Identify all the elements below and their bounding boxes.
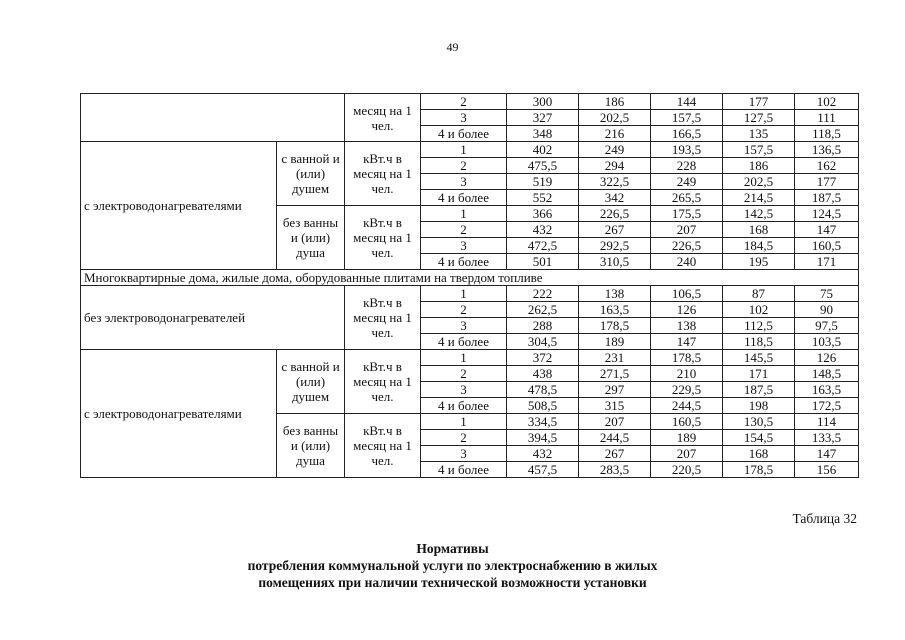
value-cell: 168 (723, 222, 795, 238)
value-cell: 157,5 (651, 110, 723, 126)
rooms-cell: 4 и более (421, 398, 507, 414)
value-cell: 334,5 (507, 414, 579, 430)
value-cell: 552 (507, 190, 579, 206)
value-cell: 114 (795, 414, 859, 430)
value-cell: 265,5 (651, 190, 723, 206)
value-cell: 189 (579, 334, 651, 350)
value-cell: 118,5 (723, 334, 795, 350)
consumption-norms-table (80, 93, 859, 478)
value-cell: 195 (723, 254, 795, 270)
table-number: Таблица 32 (792, 511, 857, 526)
value-cell: 163,5 (795, 382, 859, 398)
category-cell: без электроводонагревателей (81, 286, 345, 350)
value-cell: 508,5 (507, 398, 579, 414)
table-row (81, 286, 859, 302)
value-cell: 162 (795, 158, 859, 174)
value-cell: 457,5 (507, 462, 579, 478)
value-cell: 207 (579, 414, 651, 430)
rooms-cell: 3 (421, 174, 507, 190)
subcategory-cell: без ванны и (или) душа (277, 206, 345, 270)
value-cell: 144 (651, 94, 723, 110)
value-cell: 478,5 (507, 382, 579, 398)
value-cell: 216 (579, 126, 651, 142)
value-cell: 160,5 (795, 238, 859, 254)
value-cell: 156 (795, 462, 859, 478)
norms-title (0, 540, 905, 591)
value-cell: 126 (795, 350, 859, 366)
section-header-row (81, 270, 859, 286)
value-cell: 202,5 (579, 110, 651, 126)
title-line: потребления коммунальной услуги по электроснабжению в жилых (247, 558, 658, 573)
value-cell: 372 (507, 350, 579, 366)
value-cell: 327 (507, 110, 579, 126)
page-number: 49 (446, 40, 459, 54)
value-cell: 171 (723, 366, 795, 382)
rooms-cell: 3 (421, 110, 507, 126)
title-line: помещениях при наличии технической возможности установки (258, 575, 647, 590)
value-cell: 102 (795, 94, 859, 110)
value-cell: 240 (651, 254, 723, 270)
value-cell: 163,5 (579, 302, 651, 318)
value-cell: 178,5 (579, 318, 651, 334)
rooms-cell: 1 (421, 206, 507, 222)
value-cell: 202,5 (723, 174, 795, 190)
rooms-cell: 4 и более (421, 126, 507, 142)
value-cell: 157,5 (723, 142, 795, 158)
value-cell: 166,5 (651, 126, 723, 142)
value-cell: 402 (507, 142, 579, 158)
value-cell: 138 (651, 318, 723, 334)
rooms-cell: 3 (421, 446, 507, 462)
value-cell: 193,5 (651, 142, 723, 158)
table-row (81, 94, 859, 110)
value-cell: 348 (507, 126, 579, 142)
value-cell: 127,5 (723, 110, 795, 126)
rooms-cell: 4 и более (421, 334, 507, 350)
value-cell: 214,5 (723, 190, 795, 206)
value-cell: 111 (795, 110, 859, 126)
value-cell: 145,5 (723, 350, 795, 366)
value-cell: 394,5 (507, 430, 579, 446)
rooms-cell: 2 (421, 302, 507, 318)
value-cell: 184,5 (723, 238, 795, 254)
value-cell: 118,5 (795, 126, 859, 142)
rooms-cell: 2 (421, 222, 507, 238)
value-cell: 186 (579, 94, 651, 110)
value-cell: 171 (795, 254, 859, 270)
rooms-cell: 1 (421, 142, 507, 158)
value-cell: 267 (579, 222, 651, 238)
unit-cell: кВт.ч в месяц на 1 чел. (345, 142, 421, 206)
value-cell: 130,5 (723, 414, 795, 430)
value-cell: 178,5 (723, 462, 795, 478)
value-cell: 133,5 (795, 430, 859, 446)
value-cell: 172,5 (795, 398, 859, 414)
value-cell: 501 (507, 254, 579, 270)
value-cell: 154,5 (723, 430, 795, 446)
value-cell: 432 (507, 222, 579, 238)
value-cell: 148,5 (795, 366, 859, 382)
value-cell: 229,5 (651, 382, 723, 398)
value-cell: 135 (723, 126, 795, 142)
value-cell: 228 (651, 158, 723, 174)
value-cell: 112,5 (723, 318, 795, 334)
value-cell: 186 (723, 158, 795, 174)
category-cell: с электроводонагревателями (81, 350, 277, 478)
value-cell: 198 (723, 398, 795, 414)
value-cell: 177 (795, 174, 859, 190)
value-cell: 226,5 (651, 238, 723, 254)
value-cell: 249 (651, 174, 723, 190)
value-cell: 124,5 (795, 206, 859, 222)
unit-cell: кВт.ч в месяц на 1 чел. (345, 206, 421, 270)
rooms-cell: 4 и более (421, 254, 507, 270)
value-cell: 475,5 (507, 158, 579, 174)
subcategory-cell: с ванной и (или) душем (277, 142, 345, 206)
value-cell: 106,5 (651, 286, 723, 302)
value-cell: 366 (507, 206, 579, 222)
unit-cell: кВт.ч в месяц на 1 чел. (345, 286, 421, 350)
value-cell: 207 (651, 222, 723, 238)
value-cell: 136,5 (795, 142, 859, 158)
value-cell: 226,5 (579, 206, 651, 222)
value-cell: 472,5 (507, 238, 579, 254)
value-cell: 271,5 (579, 366, 651, 382)
table-row (81, 142, 859, 158)
value-cell: 294 (579, 158, 651, 174)
rooms-cell: 4 и более (421, 190, 507, 206)
rooms-cell: 3 (421, 318, 507, 334)
value-cell: 244,5 (579, 430, 651, 446)
rooms-cell: 2 (421, 158, 507, 174)
unit-cell: месяц на 1 чел. (345, 94, 421, 142)
table-row (81, 350, 859, 366)
rooms-cell: 3 (421, 238, 507, 254)
value-cell: 231 (579, 350, 651, 366)
value-cell: 249 (579, 142, 651, 158)
value-cell: 75 (795, 286, 859, 302)
value-cell: 177 (723, 94, 795, 110)
value-cell: 187,5 (795, 190, 859, 206)
value-cell: 210 (651, 366, 723, 382)
value-cell: 168 (723, 446, 795, 462)
value-cell: 244,5 (651, 398, 723, 414)
value-cell: 432 (507, 446, 579, 462)
value-cell: 147 (795, 222, 859, 238)
value-cell: 102 (723, 302, 795, 318)
value-cell: 310,5 (579, 254, 651, 270)
value-cell: 142,5 (723, 206, 795, 222)
rooms-cell: 2 (421, 430, 507, 446)
value-cell: 147 (795, 446, 859, 462)
value-cell: 126 (651, 302, 723, 318)
rooms-cell: 1 (421, 286, 507, 302)
title-line: Нормативы (416, 541, 489, 556)
subcategory-cell: без ванны и (или) душа (277, 414, 345, 478)
value-cell: 304,5 (507, 334, 579, 350)
rooms-cell: 2 (421, 366, 507, 382)
unit-cell: кВт.ч в месяц на 1 чел. (345, 350, 421, 414)
value-cell: 438 (507, 366, 579, 382)
value-cell: 87 (723, 286, 795, 302)
value-cell: 297 (579, 382, 651, 398)
rooms-cell: 4 и более (421, 462, 507, 478)
unit-cell: кВт.ч в месяц на 1 чел. (345, 414, 421, 478)
rooms-cell: 1 (421, 350, 507, 366)
value-cell: 220,5 (651, 462, 723, 478)
value-cell: 288 (507, 318, 579, 334)
value-cell: 178,5 (651, 350, 723, 366)
value-cell: 90 (795, 302, 859, 318)
section-header-solid-fuel: Многоквартирные дома, жилые дома, оборудованные плитами на твердом топливе (81, 270, 859, 286)
value-cell: 267 (579, 446, 651, 462)
value-cell: 519 (507, 174, 579, 190)
value-cell: 322,5 (579, 174, 651, 190)
value-cell: 160,5 (651, 414, 723, 430)
value-cell: 103,5 (795, 334, 859, 350)
value-cell: 97,5 (795, 318, 859, 334)
empty-cell (81, 94, 345, 142)
value-cell: 283,5 (579, 462, 651, 478)
subcategory-cell: с ванной и (или) душем (277, 350, 345, 414)
category-cell: с электроводонагревателями (81, 142, 277, 270)
value-cell: 222 (507, 286, 579, 302)
value-cell: 147 (651, 334, 723, 350)
value-cell: 342 (579, 190, 651, 206)
value-cell: 138 (579, 286, 651, 302)
value-cell: 175,5 (651, 206, 723, 222)
value-cell: 292,5 (579, 238, 651, 254)
rooms-cell: 1 (421, 414, 507, 430)
value-cell: 187,5 (723, 382, 795, 398)
value-cell: 189 (651, 430, 723, 446)
value-cell: 315 (579, 398, 651, 414)
rooms-cell: 2 (421, 94, 507, 110)
value-cell: 262,5 (507, 302, 579, 318)
value-cell: 300 (507, 94, 579, 110)
rooms-cell: 3 (421, 382, 507, 398)
value-cell: 207 (651, 446, 723, 462)
